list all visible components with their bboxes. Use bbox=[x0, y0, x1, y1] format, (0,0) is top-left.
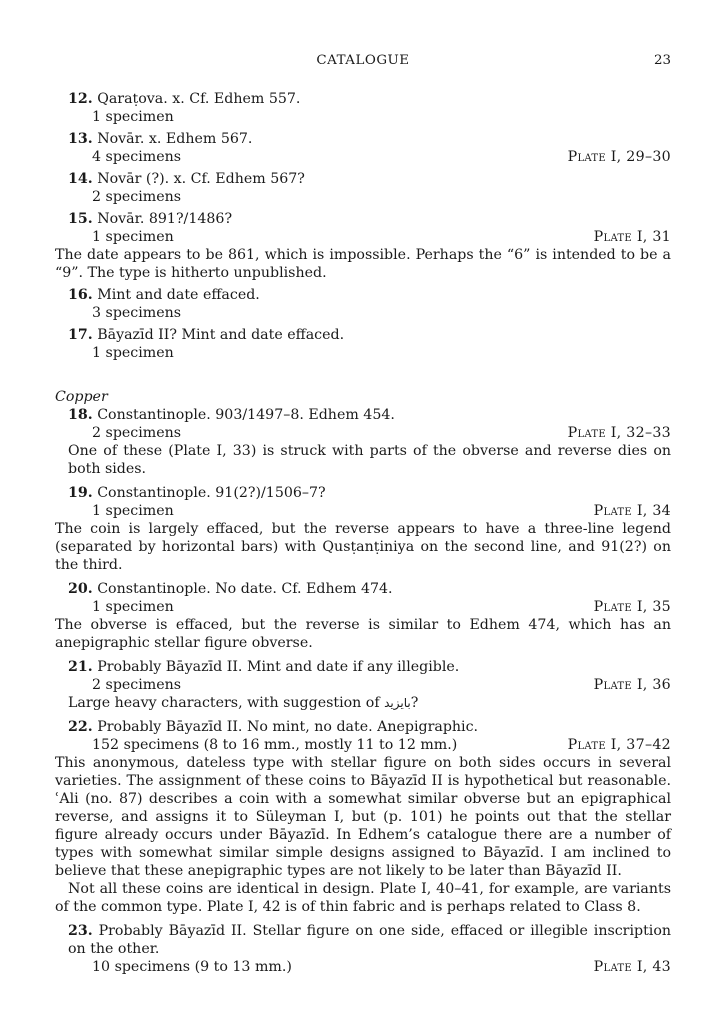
entry-title: Constantinople. No date. Cf. Edhem 474. bbox=[97, 581, 393, 597]
entry-number: 13. bbox=[68, 131, 93, 147]
entry-title: Novār. x. Edhem 567. bbox=[97, 131, 253, 147]
entry-title: Mint and date effaced. bbox=[97, 287, 260, 303]
specimen-count: 2 specimens bbox=[92, 677, 182, 693]
specimen-count: 2 specimens bbox=[92, 425, 182, 441]
entry-number: 23. bbox=[68, 923, 93, 939]
entry-note: The date appears to be 861, which is impossible. Perhaps the “6” is intended to be a “9”. The type is hitherto unpublished. bbox=[55, 247, 671, 281]
specimen-count: 1 specimen bbox=[92, 599, 174, 615]
page-body bbox=[55, 90, 671, 980]
catalogue-entry-19 bbox=[55, 484, 671, 574]
entry-number: 18. bbox=[68, 407, 93, 423]
entry-title: Probably Bāyazīd II. Mint and date if any illegible. bbox=[97, 659, 460, 675]
page-header bbox=[55, 52, 671, 72]
entry-number: 15. bbox=[68, 211, 93, 227]
entry-title: Constantinople. 903/1497–8. Edhem 454. bbox=[97, 407, 395, 423]
specimen-count: 152 specimens (8 to 16 mm., mostly 11 to 12 mm.) bbox=[92, 737, 458, 753]
entry-title: Qaraṭova. x. Cf. Edhem 557. bbox=[97, 91, 301, 107]
entry-number: 14. bbox=[68, 171, 93, 187]
arabic-word-bayazid: بايزيد bbox=[384, 696, 411, 710]
plate-reference: Plate I, 37–42 bbox=[567, 737, 671, 753]
entry-title: Probably Bāyazīd II. Stellar figure on one side, effaced or illegible inscription on the other. bbox=[68, 923, 671, 957]
entry-note: The obverse is effaced, but the reverse is similar to Edhem 474, which has an anepigraphic stellar figure obverse. bbox=[55, 617, 671, 651]
entry-note: Large heavy characters, with suggestion of بايزيد? bbox=[68, 695, 419, 711]
entry-title: Novār (?). x. Cf. Edhem 567? bbox=[97, 171, 305, 187]
entry-title: Bāyazīd II? Mint and date effaced. bbox=[97, 327, 345, 343]
entry-note: This anonymous, dateless type with stellar figure on both sides occurs in several varieties. The assignment of these coins to Bāyazīd II is hypothetical but reasonable. ʿAli (no. 87) describes a coin with a somewhat similar obverse but an epigraphical reverse, and assigns it to Süleyman I, but (p. 101) he points out that the stellar figure already occurs under Bāyazīd. In Edhem’s catalogue there are a number of types with somewhat similar simple designs assigned to Bāyazīd. I am inclined to believe that these anepigraphic types are not likely to be later than Bāyazīd II. bbox=[55, 755, 671, 879]
catalogue-entry-13 bbox=[55, 130, 671, 166]
entry-title: Constantinople. 91(2?)/1506–7? bbox=[97, 485, 326, 501]
entry-note: The coin is largely effaced, but the reverse appears to have a three-line legend (separated by horizontal bars) with Qusṭanṭiniya on the second line, and 91(2?) on the third. bbox=[55, 521, 671, 573]
running-title: CATALOGUE bbox=[316, 53, 410, 68]
entry-note: One of these (Plate I, 33) is struck with parts of the obverse and reverse dies on both sides. bbox=[68, 443, 671, 477]
specimen-count: 4 specimens bbox=[92, 149, 182, 165]
specimen-count: 1 specimen bbox=[92, 229, 174, 245]
plate-reference: Plate I, 36 bbox=[593, 677, 671, 693]
catalogue-entry-15 bbox=[55, 210, 671, 282]
catalogue-entry-21 bbox=[55, 658, 671, 712]
page-number: 23 bbox=[653, 53, 671, 68]
specimen-count: 10 specimens (9 to 13 mm.) bbox=[92, 959, 292, 975]
entry-number: 17. bbox=[68, 327, 93, 343]
plate-reference: Plate I, 29–30 bbox=[567, 149, 671, 165]
entry-title: Novār. 891?/1486? bbox=[97, 211, 233, 227]
entry-number: 21. bbox=[68, 659, 93, 675]
entry-note-continued: Not all these coins are identical in design. Plate I, 40–41, for example, are variants of the common type. Plate I, 42 is of thin fabric and is perhaps related to Class 8. bbox=[55, 881, 671, 915]
specimen-count: 3 specimens bbox=[92, 305, 182, 321]
entry-number: 16. bbox=[68, 287, 93, 303]
catalogue-entry-14 bbox=[55, 170, 671, 206]
entry-number: 12. bbox=[68, 91, 93, 107]
plate-reference: Plate I, 32–33 bbox=[567, 425, 671, 441]
catalogue-entry-18 bbox=[55, 406, 671, 478]
entry-number: 19. bbox=[68, 485, 93, 501]
plate-reference: Plate I, 34 bbox=[593, 503, 671, 519]
section-heading-copper: Copper bbox=[55, 389, 108, 405]
specimen-count: 1 specimen bbox=[92, 109, 174, 125]
plate-reference: Plate I, 35 bbox=[593, 599, 671, 615]
catalogue-entry-20 bbox=[55, 580, 671, 652]
plate-reference: Plate I, 43 bbox=[593, 959, 671, 975]
catalogue-entry-23 bbox=[55, 922, 671, 976]
catalogue-entry-16 bbox=[55, 286, 671, 322]
entry-title: Probably Bāyazīd II. No mint, no date. Anepigraphic. bbox=[97, 719, 479, 735]
catalogue-entry-22 bbox=[55, 718, 671, 916]
entry-number: 20. bbox=[68, 581, 93, 597]
catalogue-entry-12 bbox=[55, 90, 671, 126]
entry-number: 22. bbox=[68, 719, 93, 735]
plate-reference: Plate I, 31 bbox=[593, 229, 671, 245]
catalogue-entry-17 bbox=[55, 326, 671, 362]
specimen-count: 1 specimen bbox=[92, 345, 174, 361]
specimen-count: 1 specimen bbox=[92, 503, 174, 519]
specimen-count: 2 specimens bbox=[92, 189, 182, 205]
